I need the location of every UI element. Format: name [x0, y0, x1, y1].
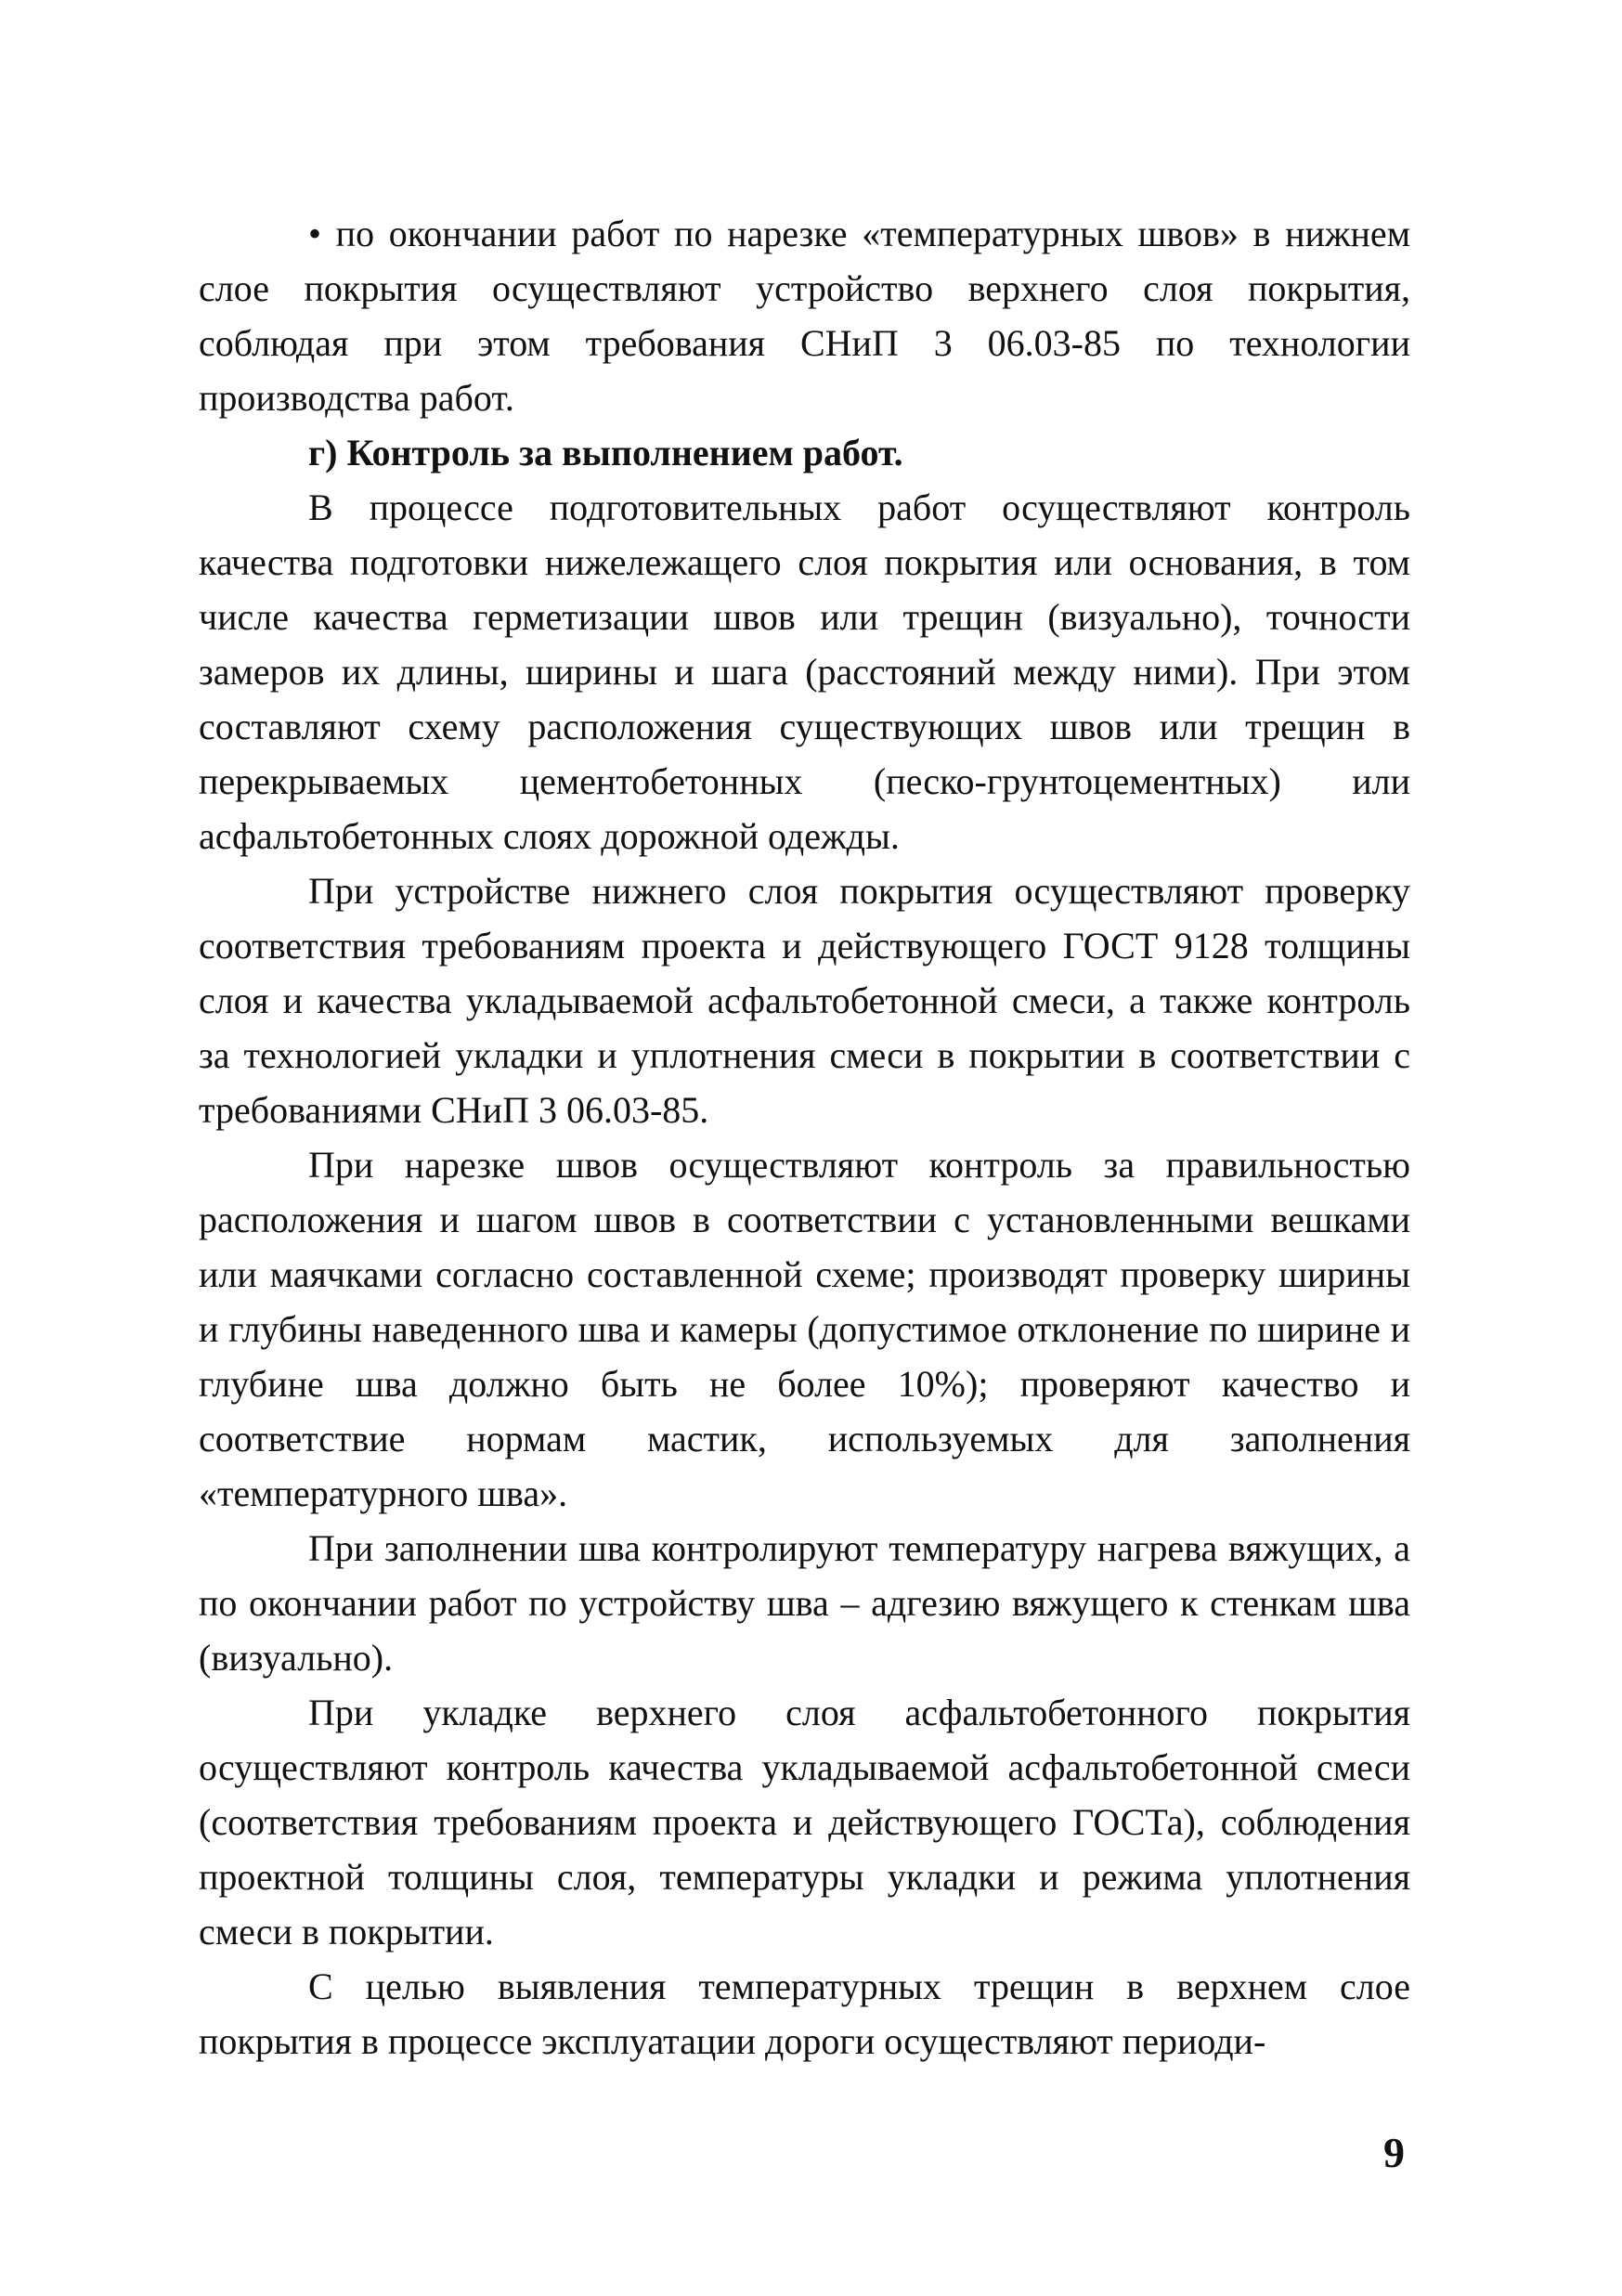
- bullet-paragraph: • по окончании работ по нарезке «температурных швов» в нижнем слое покрытия осуществляют устройство верхнего слоя покрытия, соблюдая при этом требования СНиП 3 06.03-85 по технологии производства работ.: [199, 213, 1410, 419]
- text-body: [199, 206, 1410, 2069]
- page-number: 9: [1383, 2129, 1405, 2176]
- section-heading: г) Контроль за выполнением работ.: [308, 432, 903, 473]
- paragraph-upper-layer-control: При укладке верхнего слоя асфальтобетонного покрытия осуществляют контроль качества укладываемой асфальтобетонной смеси (соответствия требованиям проекта и действующего ГОСТа), соблюдения проектной толщины слоя, температуры укладки и режима уплотнения смеси в покрытии.: [199, 1692, 1410, 1952]
- paragraph-crack-detection: С целью выявления температурных трещин в верхнем слое покрытия в процессе эксплуатации дороги осуществляют периоди-: [199, 1965, 1410, 2062]
- paragraph-joint-filling-control: При заполнении шва контролируют температуру нагрева вяжущих, а по окончании работ по устройству шва – адгезию вяжущего к стенкам шва (визуально).: [199, 1527, 1410, 1679]
- paragraph-joint-cutting-control: При нарезке швов осуществляют контроль за правильностью расположения и шагом швов в соответствии с установленными вешками или маячками согласно составленной схеме; производят проверку ширины и глубины наведенного шва и камеры (допустимое отклонение по ширине и глубине шва должно быть не более 10%); проверяют качество и соответствие нормам мастик, используемых для заполнения «температурного шва».: [199, 1144, 1410, 1514]
- paragraph-preparatory-control: В процессе подготовительных работ осуществляют контроль качества подготовки нижележащего слоя покрытия или основания, в том числе качества герметизации швов или трещин (визуально), точности замеров их длины, ширины и шага (расстояний между ними). При этом составляют схему расположения существующих швов или трещин в перекрываемых цементобетонных (песко-грунтоцементных) или асфальтобетонных слоях дорожной одежды.: [199, 486, 1410, 857]
- paragraph-lower-layer-control: При устройстве нижнего слоя покрытия осуществляют проверку соответствия требованиям проекта и действующего ГОСТ 9128 толщины слоя и качества укладываемой асфальтобетонной смеси, а также контроль за технологией укладки и уплотнения смеси в покрытии в соответствии с требованиями СНиП 3 06.03-85.: [199, 870, 1410, 1131]
